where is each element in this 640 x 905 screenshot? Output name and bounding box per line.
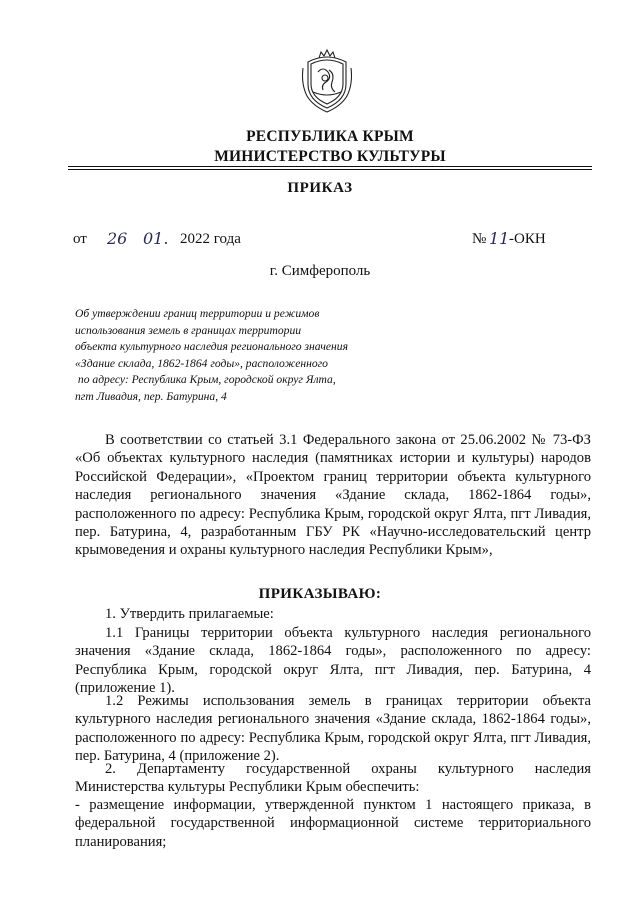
- republic-title: РЕСПУБЛИКА КРЫМ: [246, 128, 414, 145]
- date-year: 2022 года: [180, 231, 241, 247]
- preamble-paragraph: В соответствии со статьей 3.1 Федерального закона от 25.06.2002 № 73-ФЗ «Об объектах культурного наследия (памятниках истории и культуры) народов Российской Федерации», «Проектом границ территории объекта культурного наследия регионального значения «Здание склада, 1862-1864 годы», расположенного по адресу: Республика Крым, городской округ Ялта, пгт Ливадия, пер. Батурина, 4, разработанным ГБУ РК «Научно-исследовательский центр крымоведения и охраны культурного наследия Республики Крым»,: [75, 432, 591, 559]
- number-label: №: [472, 231, 487, 247]
- subject-line: «Здание склада, 1862-1864 годы», расположенного: [75, 356, 328, 370]
- item-2: 2. Департаменту государственной охраны культурного наследия Министерства культуры Республики Крым обеспечить:: [75, 761, 591, 796]
- document-type: ПРИКАЗ: [287, 180, 353, 196]
- item-1-2: 1.2 Режимы использования земель в границах территории объекта культурного наследия регионального значения «Здание склада, 1862-1864 годы», расположенного по адресу: Республика Крым, городской округ Ялта, пгт Ливадия, пер. Батурина, 4 (приложение 2).: [75, 693, 591, 765]
- subject-line: объекта культурного наследия регионального значения: [75, 340, 348, 354]
- subject-line: пгт Ливадия, пер. Батурина, 4: [75, 389, 227, 403]
- crimea-coat-of-arms-icon: [299, 48, 355, 114]
- subject-line: по адресу: Республика Крым, городской округ Ялта,: [75, 373, 336, 387]
- item-1-1: 1.1 Границы территории объекта культурного наследия регионального значения «Здание склада, 1862-1864 годы», расположенного по адресу: Республика Крым, городской округ Ялта, пгт Ливадия, пер. Батурина, 4 (приложение 1).: [75, 625, 591, 697]
- header-divider: [68, 166, 592, 167]
- header-divider-thin: [68, 169, 592, 170]
- item-1: 1. Утвердить прилагаемые:: [105, 606, 274, 622]
- ministry-title: МИНИСТЕРСТВО КУЛЬТУРЫ: [214, 148, 446, 165]
- order-number-suffix: -ОКН: [509, 231, 546, 247]
- date-month: 01.: [143, 229, 169, 248]
- city: г. Симферополь: [269, 263, 371, 279]
- date-day: 26: [107, 229, 128, 248]
- item-2-bullet: - размещение информации, утвержденной пунктом 1 настоящего приказа, в федеральной государственной информационной системе территориального планирования;: [75, 797, 591, 850]
- order-subject: [75, 306, 415, 406]
- subject-line: использования земель в границах территории: [75, 323, 302, 337]
- order-heading: ПРИКАЗЫВАЮ:: [258, 586, 382, 602]
- order-number: 11: [489, 229, 510, 248]
- subject-line: Об утверждении границ территории и режимов: [75, 307, 320, 320]
- date-from-label: от: [73, 231, 87, 247]
